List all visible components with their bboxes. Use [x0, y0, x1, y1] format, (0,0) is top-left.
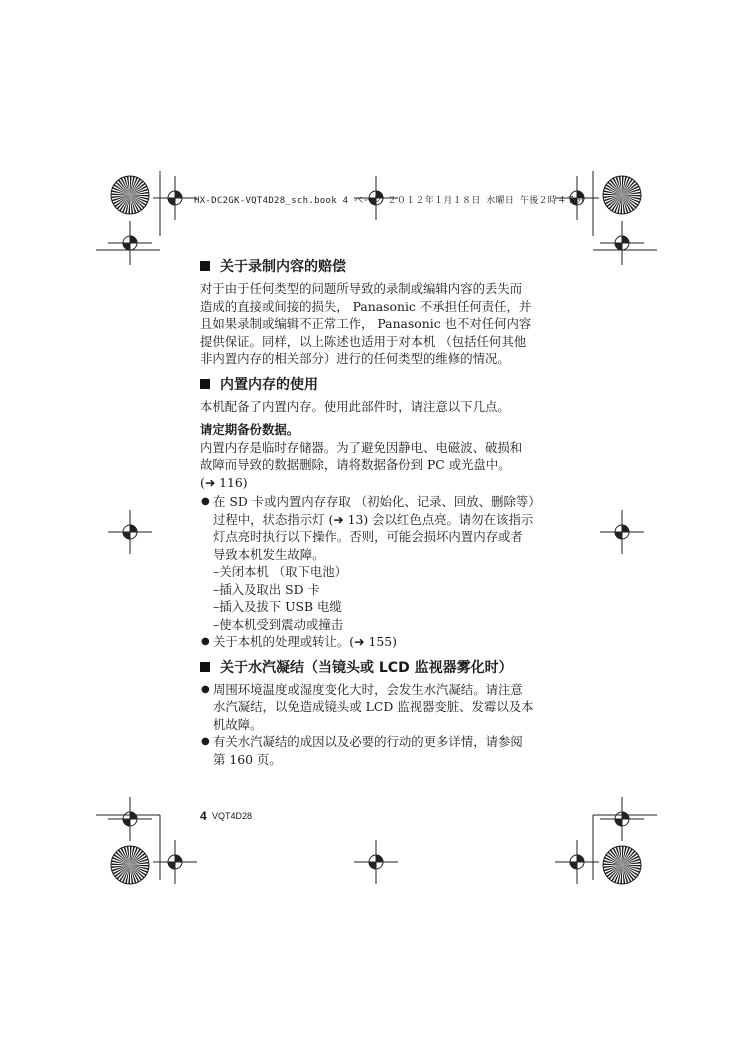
star-target-icon [111, 176, 149, 214]
star-target-icon [603, 176, 641, 214]
registration-target-icon [108, 797, 152, 841]
section-compensation [200, 258, 555, 368]
registration-target-icon [555, 840, 599, 884]
registration-target-icon [600, 221, 644, 265]
dash-item: –关闭本机 （取下电池） [213, 564, 348, 579]
page-content [200, 258, 555, 776]
dash-item: –插入及拔下 USB 电缆 [213, 599, 342, 614]
dash-item: –使本机受到震动或撞击 [213, 616, 344, 632]
registration-target-icon [354, 840, 398, 884]
star-target-icon [603, 846, 641, 884]
star-target-icon [111, 846, 149, 884]
dash-item: –插入及取出 SD 卡 [213, 581, 320, 597]
square-bullet-icon [200, 662, 210, 672]
paragraph: 对于由于任何类型的问题所导致的录制或编辑内容的丢失而 造成的直接或间接的损失， Panasonic 不承担任何责任，并 且如果录制或编辑不正常工作， Panasonic 也不对任何内容 提供保证。同样，以上陈述也适用于对本机 （包括任何其他 非内置内存的相关部分）进行的任何类型的维修的情况。 [200, 281, 532, 366]
registration-target-icon [108, 221, 152, 265]
section-title: 关于录制内容的赔偿 [200, 258, 555, 277]
bullet-dot-icon: ● [201, 496, 210, 507]
square-bullet-icon [200, 261, 210, 271]
registration-target-icon [600, 510, 644, 554]
registration-target-icon [600, 797, 644, 841]
section-title: 内置内存的使用 [200, 376, 555, 395]
section-built-in-memory [200, 376, 555, 651]
bullet-item: ● 有关水汽凝结的成因以及必要的行动的更多详情，请参阅 第 160 页。 [201, 734, 523, 767]
page-number: 4 [200, 809, 207, 823]
paragraph: 内置内存是临时存储器。为了避免因静电、电磁波、破损和 故障而导致的数据删除，请将数据备份到 PC 或光盘中。 (➜ 116) [200, 439, 523, 490]
bullet-dot-icon: ● [201, 636, 210, 647]
model-code: VQT4D28 [212, 811, 253, 821]
bullet-item: ● 周围环境温度或湿度变化大时，会发生水汽凝结。请注意 水汽凝结，以免造成镜头或 LCD 监视器变脏、发霉以及本 机故障。 [201, 681, 534, 732]
file-header-line: HX-DC2GK-VQT4D28_sch.book 4 ページ ２０１２年１月１８日 水曜日 午後２時４７分 [194, 196, 585, 206]
bullet-dot-icon: ● [201, 683, 210, 695]
section-title: 关于水汽凝结（当镜头或 LCD 监视器雾化时） [200, 659, 555, 678]
bullet-item: ● 在 SD 卡或内置内存存取 （初始化、记录、回放、删除等） 过程中，状态指示灯 (➜ 13) 会以红色点亮。请勿在该指示 灯点亮时执行以下操作。否则，可能会损坏内置内存或者 导致本机发生故障。 [201, 494, 541, 562]
subheading: 请定期备份数据。 [200, 422, 300, 437]
intro-text: 本机配备了内置内存。使用此部件时，请注意以下几点。 [200, 398, 510, 414]
square-bullet-icon [200, 379, 210, 389]
section-condensation [200, 659, 555, 769]
registration-target-icon [108, 510, 152, 554]
bullet-item: ● 关于本机的处理或转让。(➜ 155) [201, 634, 397, 649]
bullet-dot-icon: ● [201, 736, 210, 747]
